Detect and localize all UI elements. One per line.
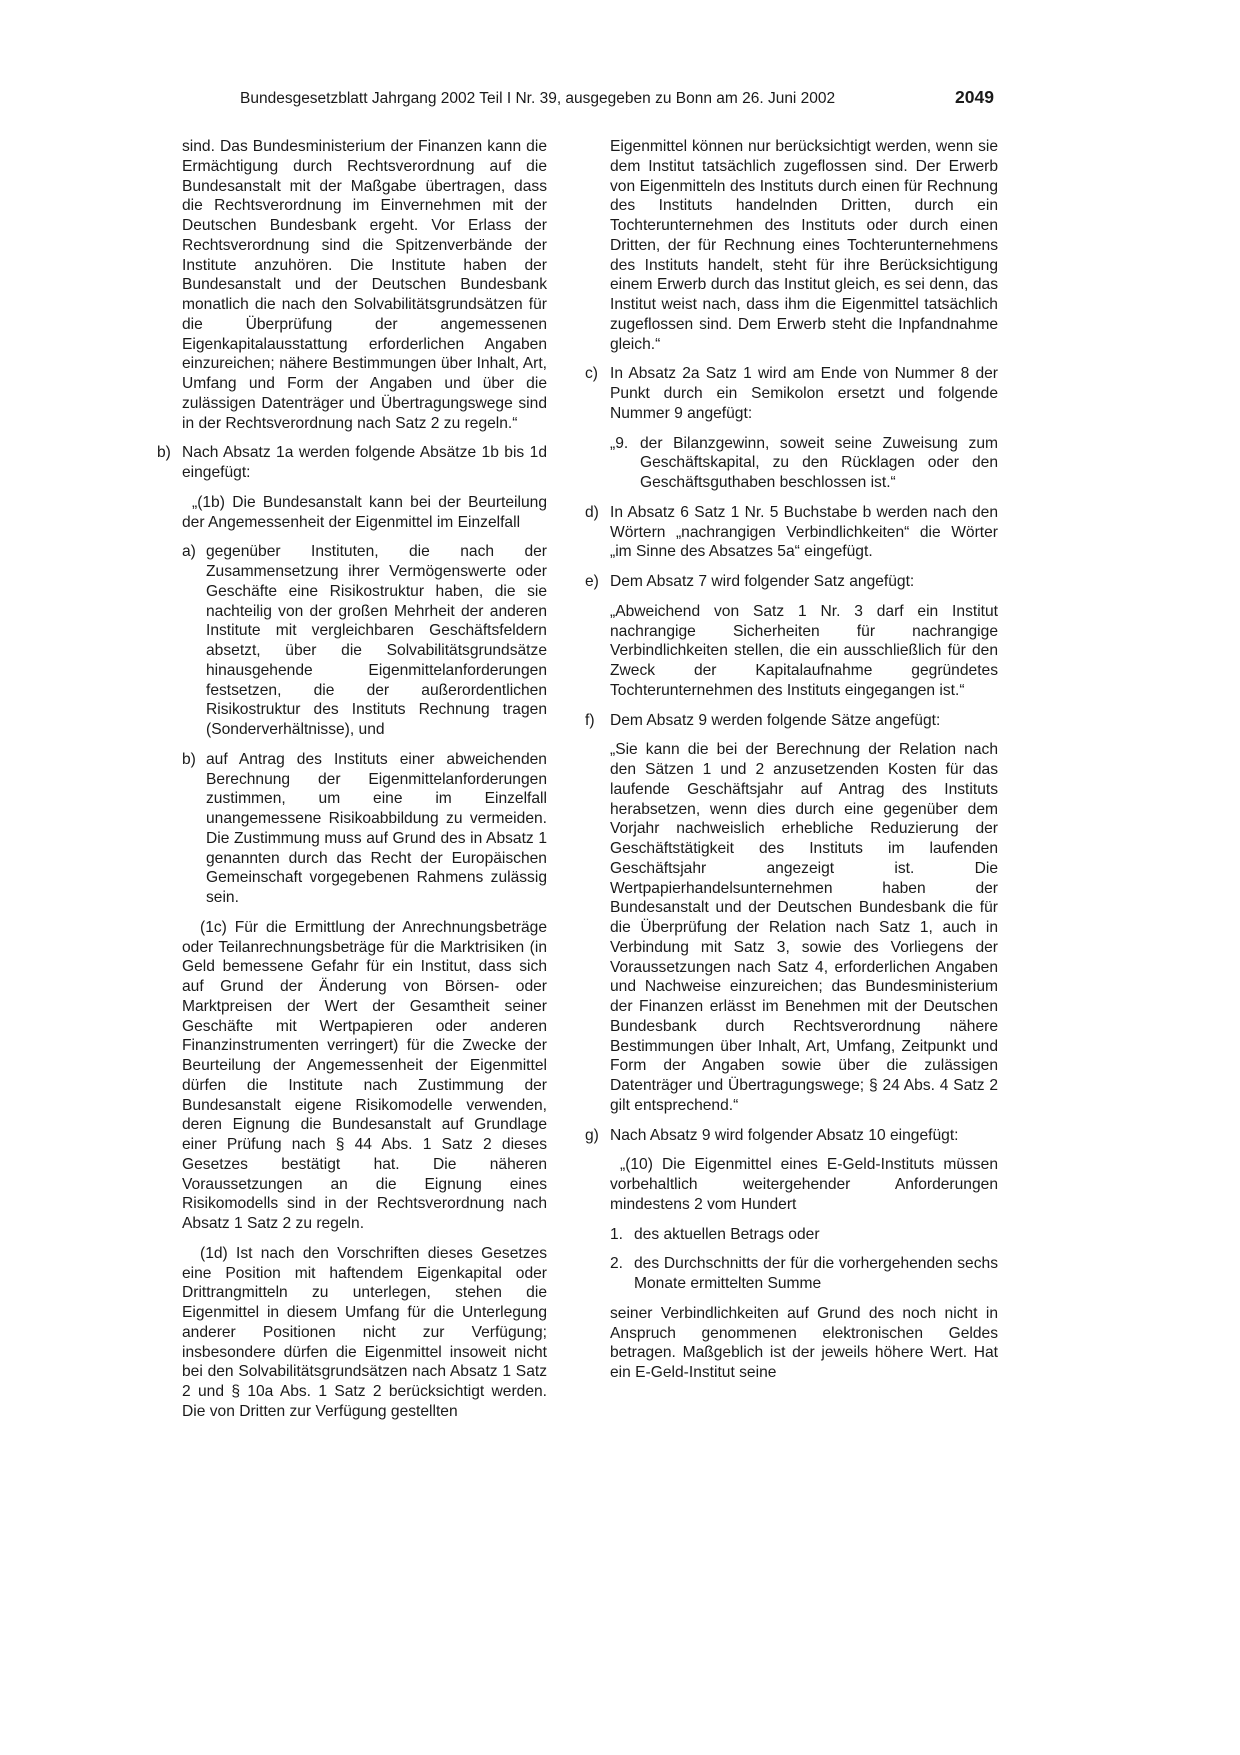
item-text: Dem Absatz 9 werden folgende Sätze angefügt:	[610, 711, 941, 729]
numbered-text: des aktuellen Betrags oder	[634, 1225, 820, 1243]
item-label: f)	[585, 711, 595, 729]
numbered-item-1	[610, 1225, 998, 1245]
subitem-label: a)	[182, 543, 196, 561]
subitem-a	[182, 542, 547, 740]
numbered-text: der Bilanzgewinn, soweit seine Zuweisung zum Geschäftskapital, zu den Rücklagen oder den Geschäftsguthaben beschlossen ist.“	[640, 434, 998, 491]
left-column	[157, 137, 547, 1422]
paragraph-tail: seiner Verbindlichkeiten auf Grund des noch nicht in Anspruch genommenen elektronischen Geldes betragen. Maßgeblich ist der jeweils höhere Wert. Hat ein E-Geld-Institut seine	[610, 1304, 998, 1381]
item-b	[157, 443, 547, 1421]
item-text: Nach Absatz 1a werden folgende Absätze 1b bis 1d eingefügt:	[182, 444, 547, 481]
numbered-label: 1.	[610, 1225, 624, 1243]
item-text: In Absatz 6 Satz 1 Nr. 5 Buchstabe b werden nach den Wörtern „nachrangigen Verbindlichkeiten“ die Wörter „im Sinne des Absatzes 5a“ eingefügt.	[610, 503, 998, 561]
subitem-text: auf Antrag des Instituts einer abweichenden Berechnung der Eigenmittelanforderungen zustimmen, um eine im Einzelfall unangemessene Risikoabbildung zu vermeiden. Die Zustimmung muss auf Grund des in Absatz 1 genannten durch das Recht der Europäischen Gemeinschaft vorgegebenen Rahmens zulässig sein.	[206, 750, 547, 906]
gazette-title: Bundesgesetzblatt Jahrgang 2002 Teil I Nr. 39, ausgegeben zu Bonn am 26. Juni 2002	[240, 90, 836, 107]
quote-10: „(10) Die Eigenmittel eines E-Geld-Instituts müssen vorbehaltlich weitergehender Anforderungen mindestens 2 vom Hundert	[610, 1156, 998, 1213]
numbered-label: „9.	[610, 434, 629, 452]
numbered-label: 2.	[610, 1255, 624, 1273]
numbered-text: des Durchschnitts der für die vorhergehenden sechs Monate ermittelten Summe	[634, 1255, 998, 1292]
page-number: 2049	[955, 87, 994, 107]
subitem-text: gegenüber Instituten, die nach der Zusammensetzung ihrer Vermögenswerte oder Geschäfte eine Risikostruktur haben, die sie nachteilig von der großen Mehrheit der anderen Institute mit vergleichbaren Geschäftsfeldern absetzt, über die Solvabilitätsgrundsätze hinausgehende Eigenmittelanforderungen festsetzen, die der außerordentlichen Risikostruktur des Instituts Rechnung tragen (Sonderverhältnisse), und	[206, 543, 547, 738]
numbered-item-2	[610, 1254, 998, 1294]
item-label: c)	[585, 365, 598, 383]
item-e	[585, 572, 998, 701]
quote-1b: „(1b) Die Bundesanstalt kann bei der Beurteilung der Angemessenheit der Eigenmittel im Einzelfall	[182, 493, 547, 531]
right-column	[585, 137, 998, 1383]
item-label: g)	[585, 1126, 599, 1144]
numbered-item-9	[610, 434, 998, 493]
page-header	[0, 87, 1100, 114]
item-text: Nach Absatz 9 wird folgender Absatz 10 eingefügt:	[610, 1126, 959, 1144]
item-text: In Absatz 2a Satz 1 wird am Ende von Nummer 8 der Punkt durch ein Semikolon ersetzt und folgende Nummer 9 angefügt:	[610, 365, 998, 422]
item-label: d)	[585, 503, 599, 521]
paragraph-continued: sind. Das Bundesministerium der Finanzen kann die Ermächtigung durch Rechtsverordnung auf die Bundesanstalt mit der Maßgabe übertragen, dass die Rechtsverordnung im Einvernehmen mit der Deutschen Bundesbank ergeht. Vor Erlass der Rechtsverordnung sind die Spitzenverbände der Institute anzuhören. Die Institute haben der Bundesanstalt und der Deutschen Bundesbank monatlich die nach den Solvabilitätsgrundsätzen für die Überprüfung der angemessenen Eigenkapitalausstattung erforderlichen Angaben einzureichen; nähere Bestimmungen über Inhalt, Art, Umfang und Form der Angaben und über die zulässigen Datenträger und Übertragungswege sind in der Rechtsverordnung nach Satz 2 zu regeln.“	[182, 138, 547, 432]
quote-f: „Sie kann die bei der Berechnung der Relation nach den Sätzen 1 und 2 anzusetzenden Kosten für das laufende Geschäftsjahr auf Antrag des Instituts herabsetzen, wenn dies durch eine gegenüber dem Vorjahr nachweislich erhebliche Reduzierung der Geschäftstätigkeit des Instituts im laufenden Geschäftsjahr angezeigt ist. Die Wertpapierhandelsunternehmen haben der Bundesanstalt und der Deutschen Bundesbank die für die Überprüfung der Relation nach Satz 1, auch in Verbindung mit Satz 3, sowie des Vorliegens der Voraussetzungen nach Satz 4, erforderlichen Angaben und Nachweise einzureichen; das Bundesministerium der Finanzen erlässt im Benehmen mit der Deutschen Bundesbank durch Rechtsverordnung nähere Bestimmungen über Inhalt, Art, Umfang, Zeitpunkt und Form der Angaben sowie über die zulässigen Datenträger und Übertragungswege; § 24 Abs. 4 Satz 2 gilt entsprechend.“	[610, 741, 998, 1114]
item-label: b)	[157, 444, 171, 462]
item-b-continued	[610, 137, 998, 354]
item-g	[585, 1126, 998, 1383]
quote-e: „Abweichend von Satz 1 Nr. 3 darf ein Institut nachrangige Sicherheiten für nachrangige Verbindlichkeiten stellen, die ein ausschließlich für den Zweck der Kapitalaufnahme gegründetes Tochterunternehmen des Instituts eingegangen ist.“	[610, 602, 998, 699]
item-f	[585, 711, 998, 1116]
paragraph-1c: (1c) Für die Ermittlung der Anrechnungsbeträge oder Teilanrechnungsbeträge für die Marktrisiken (in Geld bemessene Gefahr für ein Institut, dass sich auf Grund der Änderung von Börsen- oder Marktpreisen der Wert der Gesamtheit seiner Geschäfte mit Wertpapieren oder anderen Finanzinstrumenten verringert) für die Zwecke der Beurteilung der Angemessenheit der Eigenmittel dürfen die Institute nach Zustimmung der Bundesanstalt eigene Risikomodelle verwenden, deren Eignung die Bundesanstalt auf Grundlage einer Prüfung nach § 44 Abs. 1 Satz 2 dieses Gesetzes bestätigt hat. Die näheren Voraussetzungen an die Eignung eines Risikomodells sind in der Rechtsverordnung nach Absatz 1 Satz 2 zu regeln.	[182, 918, 547, 1232]
item-c	[585, 364, 998, 493]
item-text: Dem Absatz 7 wird folgender Satz angefügt:	[610, 573, 915, 590]
item-d	[585, 503, 998, 562]
subitem-label: b)	[182, 750, 196, 768]
subitem-b	[182, 750, 547, 908]
paragraph-1d: (1d) Ist nach den Vorschriften dieses Gesetzes eine Position mit haftendem Eigenkapital oder Drittrangmitteln zu unterlegen, stehen die Eigenmittel in diesem Umfang für die Unterlegung anderer Positionen nicht zur Verfügung; insbesondere dürfen die Eigenmittel insoweit nicht bei den Solvabilitätsgrundsätzen nach Absatz 1 Satz 2 und § 10a Abs. 1 Satz 2 berücksichtigt werden. Die von Dritten zur Verfügung gestellten	[182, 1244, 547, 1420]
paragraph-continued: Eigenmittel können nur berücksichtigt werden, wenn sie dem Institut tatsächlich zugeflossen sind. Der Erwerb von Eigenmitteln des Instituts durch einen für Rechnung des Instituts handelnden Dritten, durch ein Tochterunternehmen des Instituts oder durch einen Dritten, der für Rechnung eines Tochterunternehmens des Instituts handelt, steht für ihre Berücksichtigung einem Erwerb durch das Institut gleich, es sei denn, das Institut weist nach, dass ihm die Eigenmittel tatsächlich zugeflossen sind. Dem Erwerb steht die Inpfandnahme gleich.“	[610, 138, 998, 353]
item-label: e)	[585, 573, 599, 590]
